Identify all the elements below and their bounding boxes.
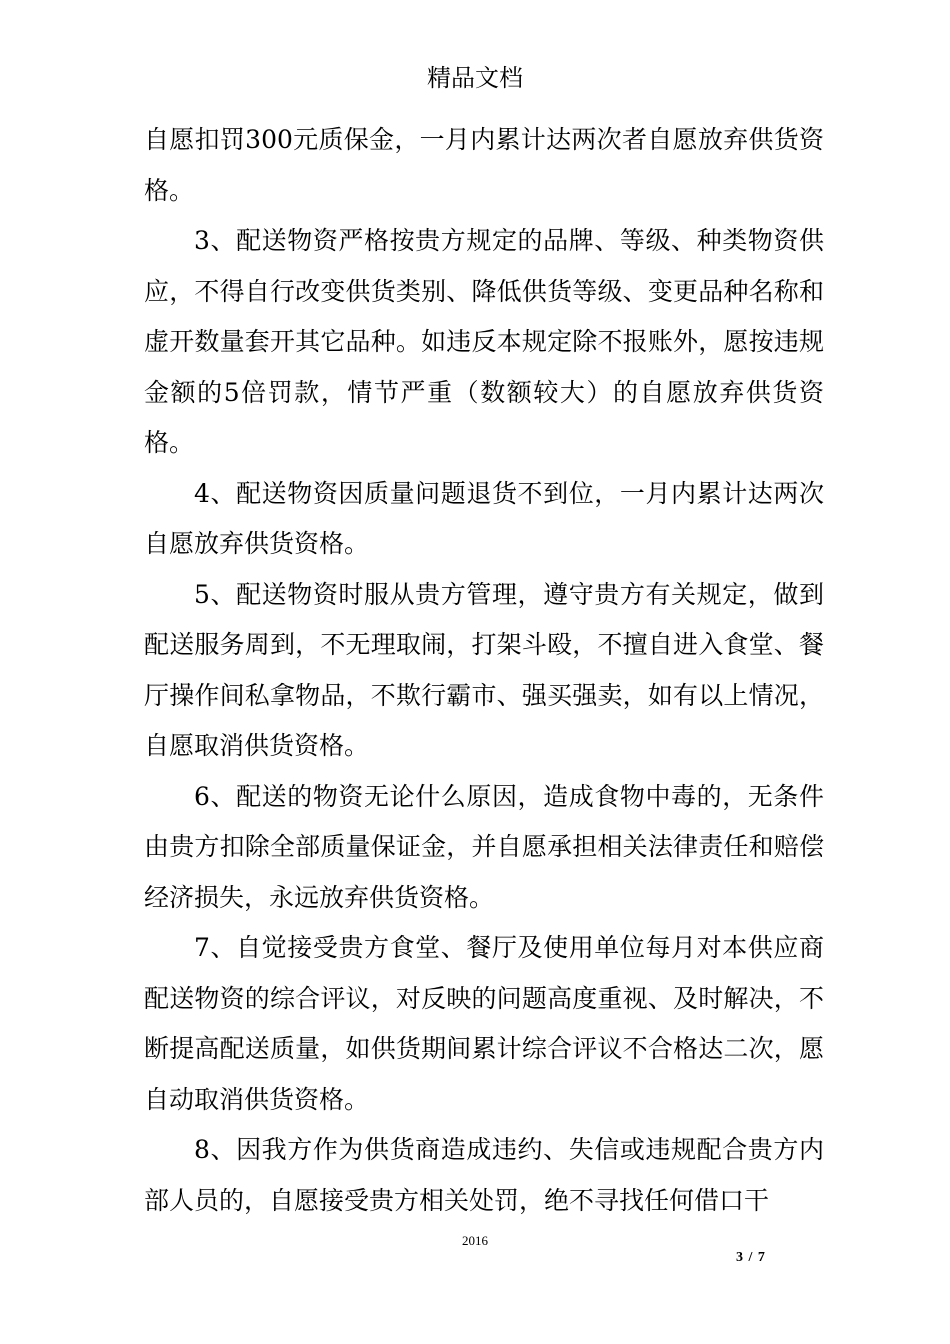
document-body: [144, 115, 824, 1226]
paragraph-clause-3: 3、配送物资严格按贵方规定的品牌、等级、种类物资供应，不得自行改变供货类别、降低供货等级、变更品种名称和虚开数量套开其它品种。如违反本规定除不报账外，愿按违规金额的5倍罚款，情节严重（数额较大）的自愿放弃供货资格。: [144, 226, 824, 457]
paragraph-clause-8: 8、因我方作为供货商造成违约、失信或违规配合贵方内部人员的，自愿接受贵方相关处罚，绝不寻找任何借口干: [144, 1135, 824, 1215]
paragraph-clause-7: 7、自觉接受贵方食堂、餐厅及使用单位每月对本供应商配送物资的综合评议，对反映的问题高度重视、及时解决，不断提高配送质量，如供货期间累计综合评议不合格达二次，愿自动取消供货资格。: [144, 933, 824, 1114]
paragraph-clause-6: 6、配送的物资无论什么原因，造成食物中毒的，无条件由贵方扣除全部质量保证金，并自愿承担相关法律责任和赔偿经济损失，永远放弃供货资格。: [144, 781, 824, 912]
paragraph-continuation: 自愿扣罚300元质保金，一月内累计达两次者自愿放弃供货资格。: [144, 125, 824, 205]
paragraph-clause-5: 5、配送物资时服从贵方管理，遵守贵方有关规定，做到配送服务周到，不无理取闹，打架斗殴，不擅自进入食堂、餐厅操作间私拿物品，不欺行霸市、强买强卖，如有以上情况，自愿取消供货资格。: [144, 579, 824, 760]
paragraph-clause-4: 4、配送物资因质量问题退货不到位，一月内累计达两次自愿放弃供货资格。: [144, 478, 824, 558]
footer-year: 2016: [462, 1233, 488, 1248]
page-number: 3 / 7: [736, 1250, 766, 1265]
page-header-title: 精品文档: [427, 64, 523, 92]
